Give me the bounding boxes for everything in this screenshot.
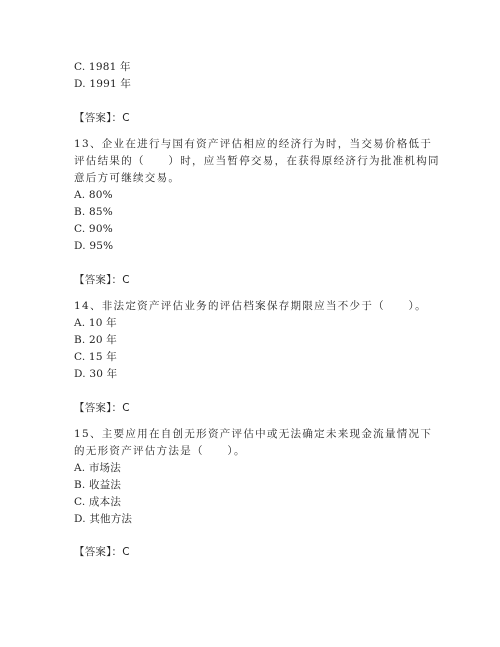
option-c: C. 90% xyxy=(74,223,113,235)
option-b: B. 85% xyxy=(74,206,113,218)
answer-line: 【答案】：C xyxy=(74,402,130,414)
option-d: D. 1991 年 xyxy=(74,78,132,90)
option-a: A. 80% xyxy=(74,189,113,201)
option-a: A. 10 年 xyxy=(74,317,117,329)
question-13-text: 13、企业在进行与国有资产评估相应的经济行为时，当交易价格低于 xyxy=(74,138,433,150)
answer-line: 【答案】：C xyxy=(74,546,130,558)
option-d: D. 其他方法 xyxy=(74,513,133,525)
option-c: C. 1981 年 xyxy=(74,61,131,73)
option-a: A. 市场法 xyxy=(74,462,121,474)
option-d: D. 95% xyxy=(74,240,114,252)
question-13-text: 评估结果的（ ）时，应当暂停交易，在获得原经济行为批准机构同 xyxy=(74,155,440,167)
question-13-text: 意后方可继续交易。 xyxy=(74,172,181,184)
option-b: B. 20 年 xyxy=(74,334,117,346)
answer-line: 【答案】：C xyxy=(74,274,130,286)
question-15-text: 15、主要应用在自创无形资产评估中或无法确定未来现金流量情况下 xyxy=(74,428,433,440)
option-b: B. 收益法 xyxy=(74,479,122,491)
option-c: C. 成本法 xyxy=(74,496,122,508)
question-14-text: 14、非法定资产评估业务的评估档案保存期限应当不少于（ ）。 xyxy=(74,300,427,312)
option-d: D. 30 年 xyxy=(74,368,118,380)
question-15-text: 的无形资产评估方法是（ ）。 xyxy=(74,445,246,457)
option-c: C. 15 年 xyxy=(74,351,117,363)
answer-line: 【答案】：C xyxy=(74,112,130,124)
